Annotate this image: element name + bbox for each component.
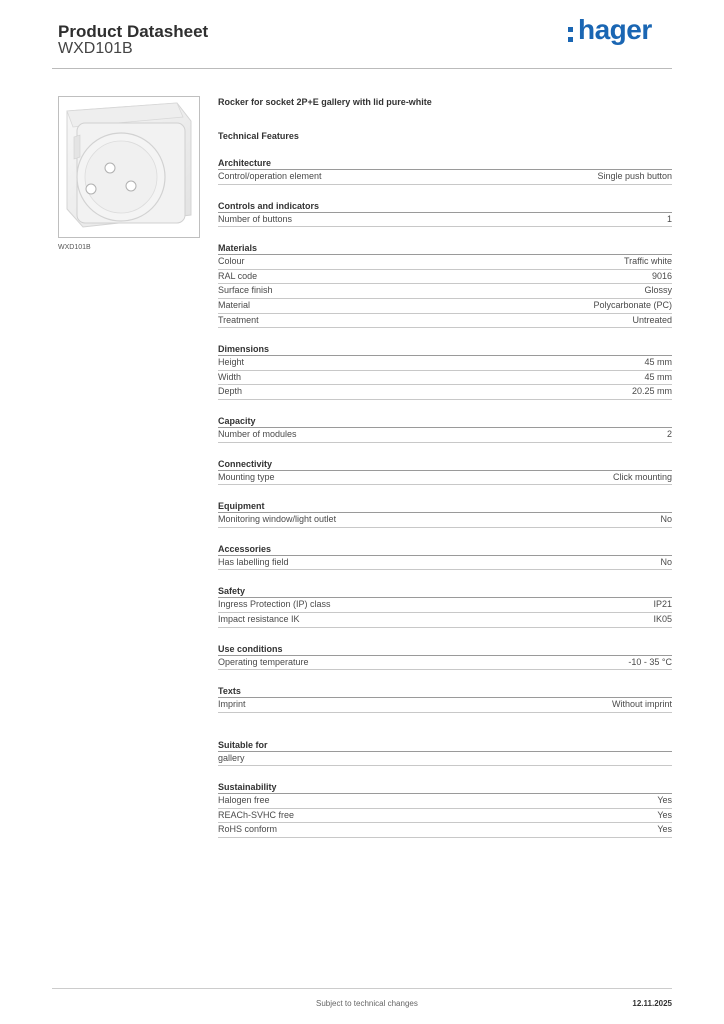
feature-sections <box>218 157 672 838</box>
spec-value: Glossy <box>644 285 672 296</box>
section-heading: Connectivity <box>218 458 672 471</box>
spec-value: -10 - 35 °C <box>628 656 672 667</box>
spec-label: gallery <box>218 752 245 763</box>
logo-text: hager <box>578 14 652 45</box>
spec-row <box>218 170 672 185</box>
section-heading: Use conditions <box>218 643 672 656</box>
spec-value: IP21 <box>653 599 672 610</box>
spec-value: Traffic white <box>623 256 672 267</box>
spec-value: Yes <box>657 809 672 820</box>
section-heading: Controls and indicators <box>218 200 672 213</box>
section-heading: Texts <box>218 685 672 698</box>
footer-date: 12.11.2025 <box>632 999 672 1008</box>
spec-row <box>218 656 672 671</box>
section-heading: Capacity <box>218 415 672 428</box>
section-controls-and-indicators <box>218 200 672 228</box>
spec-value: 1 <box>666 213 672 224</box>
spec-row <box>218 270 672 285</box>
spec-row <box>218 471 672 486</box>
section-heading: Accessories <box>218 543 672 556</box>
section-architecture <box>218 157 672 185</box>
spec-label: Material <box>218 299 251 310</box>
logo-dot-top <box>568 27 573 32</box>
section-heading: Dimensions <box>218 343 672 356</box>
spec-label: Depth <box>218 386 243 397</box>
product-image <box>58 96 200 238</box>
section-heading: Suitable for <box>218 739 672 752</box>
spec-row <box>218 698 672 713</box>
spec-label: Halogen free <box>218 795 270 806</box>
section-heading: Safety <box>218 585 672 598</box>
spec-value: Click mounting <box>612 471 672 482</box>
spec-value: 20.25 mm <box>631 386 672 397</box>
technical-features-heading: Technical Features <box>218 131 299 141</box>
spec-row <box>218 809 672 824</box>
datasheet-content <box>218 96 672 838</box>
spec-value: No <box>660 556 672 567</box>
logo-dot-bottom <box>568 37 573 42</box>
section-capacity <box>218 415 672 443</box>
spec-row <box>218 513 672 528</box>
spec-row <box>218 598 672 613</box>
section-suitable-for <box>218 739 672 767</box>
spec-value: 9016 <box>651 270 672 281</box>
footer-note: Subject to technical changes <box>316 999 418 1008</box>
spec-label: Surface finish <box>218 285 273 296</box>
spec-row <box>218 385 672 400</box>
spec-label: Treatment <box>218 314 259 325</box>
spec-label: Mounting type <box>218 471 275 482</box>
spec-row <box>218 284 672 299</box>
image-caption: WXD101B <box>58 244 91 251</box>
spec-value: Yes <box>657 795 672 806</box>
socket-with-lid-icon <box>59 97 199 237</box>
spec-label: Imprint <box>218 699 246 710</box>
spec-label: Has labelling field <box>218 556 289 567</box>
spec-row <box>218 428 672 443</box>
spec-row <box>218 371 672 386</box>
spec-row <box>218 823 672 838</box>
spec-value: Without imprint <box>611 699 672 710</box>
section-sustainability <box>218 781 672 838</box>
section-equipment <box>218 500 672 528</box>
section-use-conditions <box>218 643 672 671</box>
page-title: Product Datasheet <box>58 22 209 41</box>
section-texts <box>218 685 672 713</box>
spec-row <box>218 213 672 228</box>
spec-label: REACh-SVHC free <box>218 809 295 820</box>
spec-row <box>218 255 672 270</box>
spec-label: Control/operation element <box>218 171 322 181</box>
spec-row <box>218 613 672 628</box>
spec-label: Colour <box>218 256 245 267</box>
spec-row <box>218 794 672 809</box>
spec-label: Operating temperature <box>218 656 309 667</box>
section-heading: Sustainability <box>218 781 672 794</box>
spec-label: Impact resistance IK <box>218 613 300 624</box>
spec-label: Ingress Protection (IP) class <box>218 599 331 610</box>
section-heading: Architecture <box>218 157 672 170</box>
spec-row <box>218 556 672 571</box>
footer-divider <box>52 988 672 989</box>
section-materials <box>218 242 672 328</box>
spec-value: Polycarbonate (PC) <box>593 299 672 310</box>
spec-label: Width <box>218 371 242 382</box>
spec-value: Yes <box>657 824 672 835</box>
spec-value: 45 mm <box>644 371 672 382</box>
section-connectivity <box>218 458 672 486</box>
spec-value: Untreated <box>632 314 672 325</box>
spec-row <box>218 356 672 371</box>
section-safety <box>218 585 672 627</box>
product-code: WXD101B <box>58 40 133 57</box>
section-dimensions <box>218 343 672 400</box>
spec-label: Number of buttons <box>218 213 293 224</box>
spec-value: IK05 <box>653 613 672 624</box>
spec-label: Height <box>218 357 245 368</box>
spec-label: Monitoring window/light outlet <box>218 514 337 525</box>
section-heading: Materials <box>218 242 672 255</box>
spec-value: No <box>660 514 672 525</box>
section-accessories <box>218 543 672 571</box>
spec-row <box>218 299 672 314</box>
spec-value: 45 mm <box>644 357 672 368</box>
spec-label: Number of modules <box>218 428 297 439</box>
spec-label: RoHS conform <box>218 824 278 835</box>
spec-value: Single push button <box>597 171 672 181</box>
spec-row <box>218 314 672 329</box>
header-divider <box>52 68 672 69</box>
hager-logo <box>568 14 658 50</box>
spec-label: RAL code <box>218 270 258 281</box>
section-heading: Equipment <box>218 500 672 513</box>
spec-value: 2 <box>666 428 672 439</box>
spec-row <box>218 752 672 767</box>
product-description: Rocker for socket 2P+E gallery with lid pure-white <box>218 97 432 107</box>
